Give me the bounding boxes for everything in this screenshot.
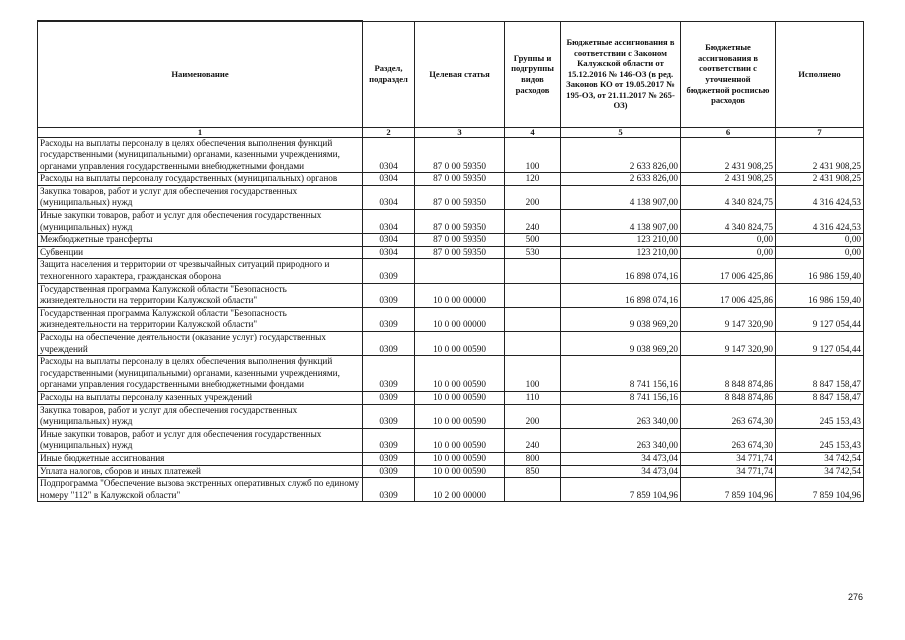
- row-name-cell: Иные закупки товаров, работ и услуг для обеспечения государственных (муниципальных) нужд: [38, 210, 363, 234]
- row-name-cell: Уплата налогов, сборов и иных платежей: [38, 465, 363, 478]
- header-target: Целевая статья: [415, 21, 505, 127]
- row-section-cell: 0304: [363, 185, 415, 209]
- row-executed-amount: 7 859 104,96: [776, 478, 864, 502]
- table-row: [38, 137, 864, 173]
- row-name-cell: Подпрограмма "Обеспечение вызова экстренных оперативных служб по единому номеру "112" в Калужской области": [38, 478, 363, 502]
- row-group-cell: 530: [505, 246, 561, 259]
- row-target-cell: 10 0 00 00590: [415, 452, 505, 465]
- row-law-amount: 4 138 907,00: [561, 210, 681, 234]
- row-refined-amount: 8 848 874,86: [681, 391, 776, 404]
- row-executed-amount: 9 127 054,44: [776, 332, 864, 356]
- row-law-amount: 9 038 969,20: [561, 307, 681, 331]
- row-law-amount: 8 741 156,16: [561, 391, 681, 404]
- row-executed-amount: 34 742,54: [776, 452, 864, 465]
- row-group-cell: 240: [505, 428, 561, 452]
- row-refined-amount: 7 859 104,96: [681, 478, 776, 502]
- row-name-cell: Расходы на выплаты персоналу казенных учреждений: [38, 391, 363, 404]
- table-row: [38, 452, 864, 465]
- row-executed-amount: 245 153,43: [776, 428, 864, 452]
- row-group-cell: 500: [505, 234, 561, 247]
- row-target-cell: 10 2 00 00000: [415, 478, 505, 502]
- row-section-cell: 0309: [363, 428, 415, 452]
- row-section-cell: 0309: [363, 465, 415, 478]
- row-refined-amount: 2 431 908,25: [681, 173, 776, 186]
- row-refined-amount: 34 771,74: [681, 452, 776, 465]
- header-name: Наименование: [38, 21, 363, 127]
- row-group-cell: 200: [505, 185, 561, 209]
- row-target-cell: 10 0 00 00590: [415, 356, 505, 392]
- row-target-cell: 10 0 00 00590: [415, 428, 505, 452]
- table-row: [38, 234, 864, 247]
- row-refined-amount: 9 147 320,90: [681, 332, 776, 356]
- row-group-cell: [505, 332, 561, 356]
- row-target-cell: 87 0 00 59350: [415, 234, 505, 247]
- row-section-cell: 0309: [363, 452, 415, 465]
- table-row: [38, 428, 864, 452]
- row-group-cell: 200: [505, 404, 561, 428]
- row-law-amount: 263 340,00: [561, 428, 681, 452]
- row-law-amount: 16 898 074,16: [561, 283, 681, 307]
- row-law-amount: 9 038 969,20: [561, 332, 681, 356]
- budget-table: [37, 20, 864, 502]
- table-row: [38, 210, 864, 234]
- column-number: 2: [363, 127, 415, 137]
- row-law-amount: 7 859 104,96: [561, 478, 681, 502]
- row-section-cell: 0309: [363, 283, 415, 307]
- row-name-cell: Субвенции: [38, 246, 363, 259]
- row-target-cell: 87 0 00 59350: [415, 137, 505, 173]
- row-section-cell: 0304: [363, 210, 415, 234]
- row-law-amount: 123 210,00: [561, 234, 681, 247]
- row-name-cell: Расходы на выплаты персоналу в целях обеспечения выполнения функций государственными (муниципальными) органами, казенными учреждениями, органами управления государственными внебюджетными фондами: [38, 356, 363, 392]
- row-section-cell: 0309: [363, 356, 415, 392]
- row-refined-amount: 2 431 908,25: [681, 137, 776, 173]
- row-section-cell: 0304: [363, 246, 415, 259]
- row-refined-amount: 8 848 874,86: [681, 356, 776, 392]
- row-executed-amount: 8 847 158,47: [776, 356, 864, 392]
- row-section-cell: 0304: [363, 173, 415, 186]
- row-section-cell: 0309: [363, 307, 415, 331]
- row-law-amount: 2 633 826,00: [561, 173, 681, 186]
- row-law-amount: 8 741 156,16: [561, 356, 681, 392]
- table-row: [38, 332, 864, 356]
- row-target-cell: 10 0 00 00000: [415, 283, 505, 307]
- row-law-amount: 263 340,00: [561, 404, 681, 428]
- row-target-cell: [415, 259, 505, 283]
- row-target-cell: 10 0 00 00000: [415, 307, 505, 331]
- row-refined-amount: 4 340 824,75: [681, 185, 776, 209]
- row-target-cell: 87 0 00 59350: [415, 185, 505, 209]
- row-refined-amount: 263 674,30: [681, 428, 776, 452]
- column-number: 1: [38, 127, 363, 137]
- row-section-cell: 0309: [363, 478, 415, 502]
- row-name-cell: Расходы на выплаты персоналу в целях обеспечения выполнения функций государственными (муниципальными) органами, казенными учреждениями, органами управления государственными внебюджетными фондами: [38, 137, 363, 173]
- table-row: [38, 465, 864, 478]
- row-executed-amount: 2 431 908,25: [776, 137, 864, 173]
- column-numbers-row: [38, 127, 864, 137]
- row-refined-amount: 17 006 425,86: [681, 283, 776, 307]
- table-row: [38, 283, 864, 307]
- table-row: [38, 173, 864, 186]
- row-refined-amount: 263 674,30: [681, 404, 776, 428]
- table-row: [38, 246, 864, 259]
- row-law-amount: 2 633 826,00: [561, 137, 681, 173]
- row-section-cell: 0309: [363, 391, 415, 404]
- row-law-amount: 123 210,00: [561, 246, 681, 259]
- row-target-cell: 10 0 00 00590: [415, 391, 505, 404]
- row-section-cell: 0309: [363, 404, 415, 428]
- row-executed-amount: 9 127 054,44: [776, 307, 864, 331]
- row-refined-amount: 34 771,74: [681, 465, 776, 478]
- row-group-cell: [505, 283, 561, 307]
- row-group-cell: [505, 259, 561, 283]
- row-group-cell: 120: [505, 173, 561, 186]
- row-group-cell: 800: [505, 452, 561, 465]
- row-law-amount: 34 473,04: [561, 465, 681, 478]
- row-section-cell: 0304: [363, 137, 415, 173]
- row-law-amount: 4 138 907,00: [561, 185, 681, 209]
- row-executed-amount: 2 431 908,25: [776, 173, 864, 186]
- row-law-amount: 16 898 074,16: [561, 259, 681, 283]
- row-executed-amount: 0,00: [776, 246, 864, 259]
- row-group-cell: 110: [505, 391, 561, 404]
- row-target-cell: 10 0 00 00590: [415, 332, 505, 356]
- row-group-cell: 850: [505, 465, 561, 478]
- row-name-cell: Закупка товаров, работ и услуг для обеспечения государственных (муниципальных) нужд: [38, 404, 363, 428]
- table-row: [38, 404, 864, 428]
- row-target-cell: 87 0 00 59350: [415, 246, 505, 259]
- row-refined-amount: 0,00: [681, 246, 776, 259]
- row-target-cell: 87 0 00 59350: [415, 210, 505, 234]
- row-law-amount: 34 473,04: [561, 452, 681, 465]
- row-name-cell: Иные закупки товаров, работ и услуг для обеспечения государственных (муниципальных) нужд: [38, 428, 363, 452]
- row-refined-amount: 9 147 320,90: [681, 307, 776, 331]
- row-group-cell: 240: [505, 210, 561, 234]
- row-executed-amount: 8 847 158,47: [776, 391, 864, 404]
- header-section: Раздел, подраздел: [363, 21, 415, 127]
- row-name-cell: Защита населения и территории от чрезвычайных ситуаций природного и техногенного характера, гражданская оборона: [38, 259, 363, 283]
- row-executed-amount: 0,00: [776, 234, 864, 247]
- column-number: 7: [776, 127, 864, 137]
- table-body: [38, 137, 864, 502]
- row-refined-amount: 17 006 425,86: [681, 259, 776, 283]
- row-group-cell: [505, 478, 561, 502]
- row-executed-amount: 4 316 424,53: [776, 185, 864, 209]
- table-row: [38, 259, 864, 283]
- row-name-cell: Иные бюджетные ассигнования: [38, 452, 363, 465]
- row-refined-amount: 0,00: [681, 234, 776, 247]
- row-target-cell: 10 0 00 00590: [415, 404, 505, 428]
- row-name-cell: Государственная программа Калужской области "Безопасность жизнедеятельности на территории Калужской области": [38, 307, 363, 331]
- row-section-cell: 0304: [363, 234, 415, 247]
- row-target-cell: 87 0 00 59350: [415, 173, 505, 186]
- header-refined: Бюджетные ассигнования в соответствии с уточненной бюджетной росписью расходов: [681, 21, 776, 127]
- row-target-cell: 10 0 00 00590: [415, 465, 505, 478]
- row-name-cell: Государственная программа Калужской области "Безопасность жизнедеятельности на территории Калужской области": [38, 283, 363, 307]
- row-refined-amount: 4 340 824,75: [681, 210, 776, 234]
- row-executed-amount: 4 316 424,53: [776, 210, 864, 234]
- row-name-cell: Расходы на обеспечение деятельности (оказание услуг) государственных учреждений: [38, 332, 363, 356]
- table-row: [38, 307, 864, 331]
- row-section-cell: 0309: [363, 332, 415, 356]
- column-number: 6: [681, 127, 776, 137]
- row-name-cell: Межбюджетные трансферты: [38, 234, 363, 247]
- row-section-cell: 0309: [363, 259, 415, 283]
- row-group-cell: 100: [505, 356, 561, 392]
- header-law: Бюджетные ассигнования в соответствии с Законом Калужской области от 15.12.2016 № 146-ОЗ (в ред. Законов КО от 19.05.2017 № 195-ОЗ, от 21.11.2017 № 265-ОЗ): [561, 21, 681, 127]
- row-executed-amount: 34 742,54: [776, 465, 864, 478]
- column-number: 3: [415, 127, 505, 137]
- row-executed-amount: 16 986 159,40: [776, 283, 864, 307]
- header-groups: Группы и подгруппы видов расходов: [505, 21, 561, 127]
- table-row: [38, 356, 864, 392]
- header-row: [38, 21, 864, 127]
- table-row: [38, 391, 864, 404]
- page-number: 276: [848, 592, 864, 602]
- row-executed-amount: 16 986 159,40: [776, 259, 864, 283]
- row-name-cell: Закупка товаров, работ и услуг для обеспечения государственных (муниципальных) нужд: [38, 185, 363, 209]
- table-row: [38, 185, 864, 209]
- row-name-cell: Расходы на выплаты персоналу государственных (муниципальных) органов: [38, 173, 363, 186]
- row-group-cell: [505, 307, 561, 331]
- table-row: [38, 478, 864, 502]
- row-executed-amount: 245 153,43: [776, 404, 864, 428]
- column-number: 4: [505, 127, 561, 137]
- row-group-cell: 100: [505, 137, 561, 173]
- header-executed: Исполнено: [776, 21, 864, 127]
- column-number: 5: [561, 127, 681, 137]
